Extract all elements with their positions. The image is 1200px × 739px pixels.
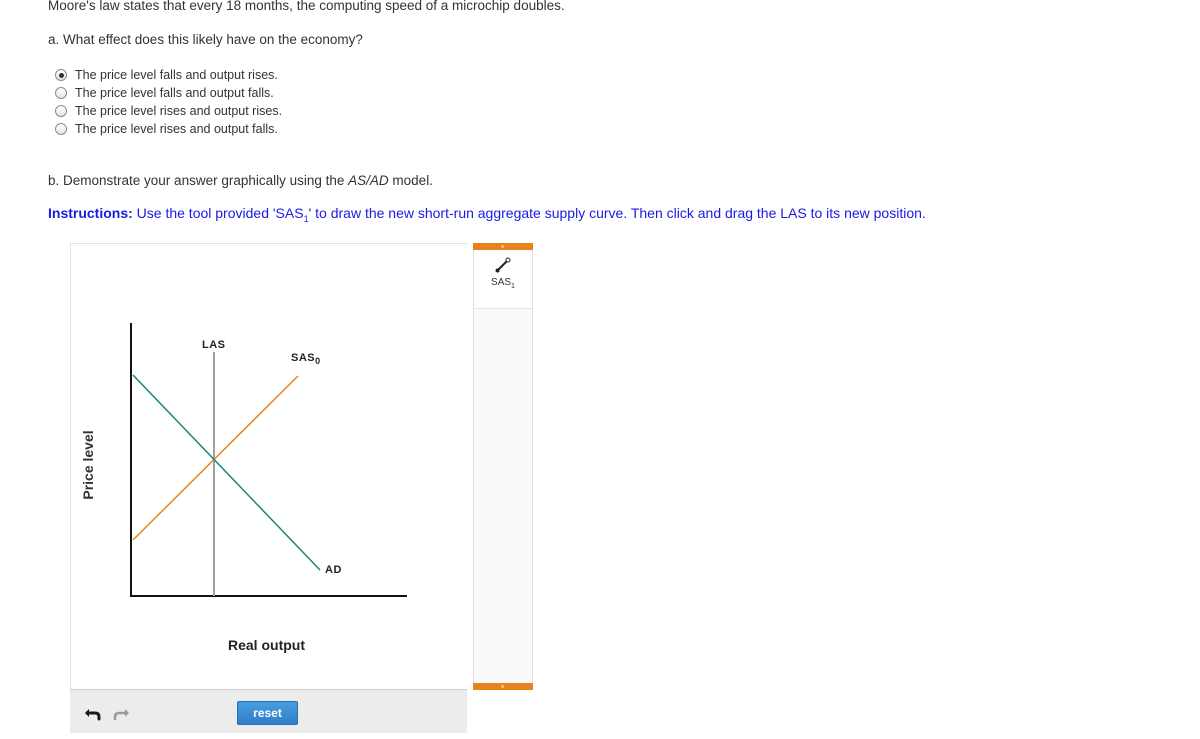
x-axis-title: Real output	[228, 637, 305, 653]
reset-button[interactable]: reset	[237, 701, 298, 725]
redo-button[interactable]	[110, 704, 132, 722]
radio-button[interactable]	[55, 105, 67, 117]
radio-button[interactable]	[55, 87, 67, 99]
sas0-label-text: SAS	[291, 352, 316, 364]
graph-control-bar	[70, 689, 467, 733]
part-a-prompt: a. What effect does this likely have on the economy?	[48, 32, 363, 47]
sas1-tool-label	[474, 277, 532, 290]
toolbox-bottom-handle[interactable]	[473, 683, 533, 690]
part-b-prefix: b. Demonstrate your answer graphically using the	[48, 173, 349, 188]
y-axis-title: Price level	[80, 430, 96, 500]
toolbox-top-handle[interactable]	[473, 243, 533, 250]
ad-label: AD	[325, 564, 342, 576]
undo-button[interactable]	[82, 704, 104, 722]
answer-option-3[interactable]	[55, 102, 282, 120]
redo-icon	[110, 704, 132, 722]
option-label: The price level rises and output falls.	[75, 122, 278, 136]
answer-option-2[interactable]	[55, 84, 282, 102]
handle-dot	[501, 685, 504, 688]
instructions	[48, 205, 926, 224]
instructions-text-1: Use the tool provided 'SAS	[132, 205, 304, 221]
instructions-label: Instructions:	[48, 205, 133, 221]
sas1-tool-subscript: 1	[511, 283, 515, 290]
radio-button[interactable]	[55, 123, 67, 135]
las-label: LAS	[202, 339, 226, 351]
radio-button-selected[interactable]	[55, 69, 67, 81]
drawing-toolbox	[473, 243, 533, 690]
option-label: The price level falls and output rises.	[75, 68, 278, 82]
part-b-prompt	[48, 173, 433, 188]
instructions-text-2: ' to draw the new short-run aggregate supply curve. Then click and drag the LAS to its new position.	[308, 205, 926, 221]
sas1-tool-text: SAS	[491, 277, 512, 288]
line-tool-icon	[495, 256, 511, 274]
sas1-line-tool[interactable]	[474, 251, 532, 309]
option-label: The price level falls and output falls.	[75, 86, 274, 100]
graph-panel[interactable]	[70, 243, 467, 689]
answer-options	[55, 66, 282, 138]
instructions-subscript: 1	[303, 213, 309, 224]
undo-icon	[82, 704, 104, 722]
option-label: The price level rises and output rises.	[75, 104, 283, 118]
sas0-label-subscript: 0	[315, 356, 321, 367]
answer-option-4[interactable]	[55, 120, 282, 138]
answer-option-1[interactable]	[55, 66, 282, 84]
sas0-label	[291, 352, 321, 366]
question-intro: Moore's law states that every 18 months, the computing speed of a microchip doubles.	[48, 0, 565, 13]
part-b-model: AS/AD	[348, 173, 389, 188]
handle-dot	[501, 245, 504, 248]
part-b-suffix: model.	[388, 173, 433, 188]
